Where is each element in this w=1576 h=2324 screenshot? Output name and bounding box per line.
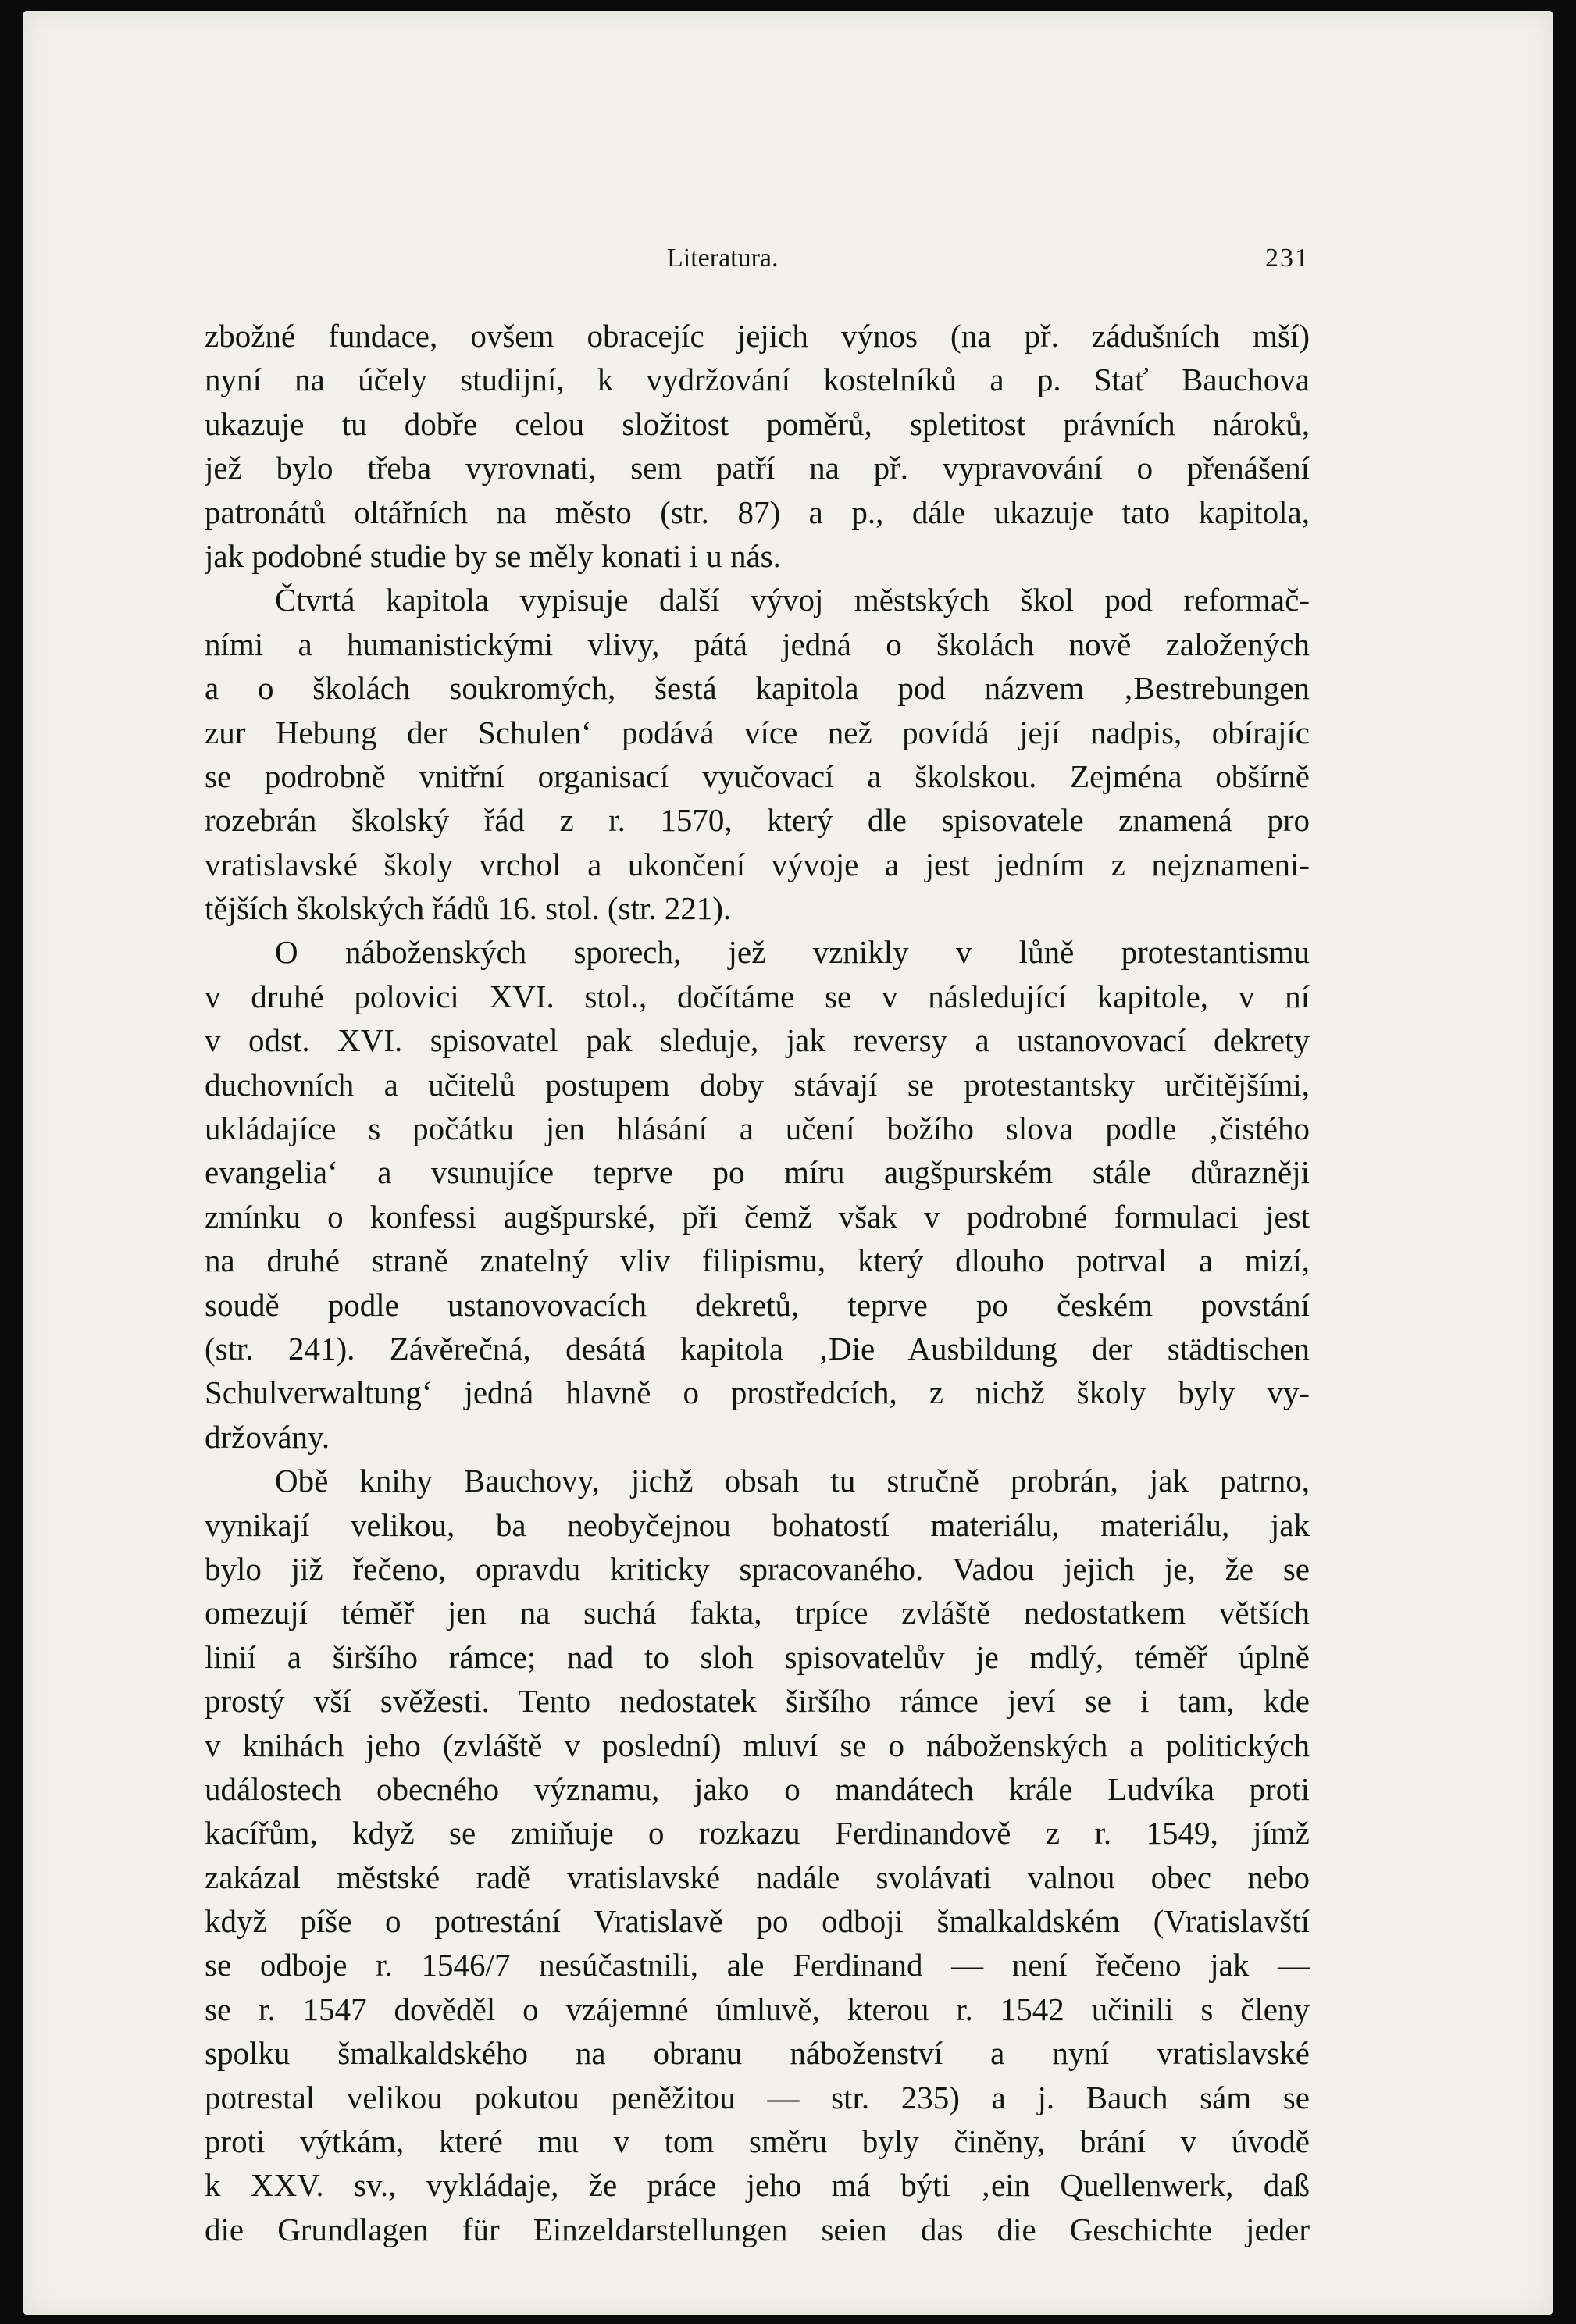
text-line: se r. 1547 dověděl o vzájemné úmluvě, kterou r. 1542 učinili s členy bbox=[205, 1991, 1310, 2027]
paragraph-2 bbox=[205, 578, 1310, 930]
text-line: ními a humanistickými vlivy, pátá jedná o školách nově založených bbox=[205, 626, 1310, 662]
text-line: duchovních a učitelů postupem doby stávají se protestantsky určitějšími, bbox=[205, 1066, 1310, 1103]
text-line: omezují téměř jen na suchá fakta, trpíce zvláště nedostatkem větších bbox=[205, 1595, 1310, 1631]
text-line: (str. 241). Závěrečná, desátá kapitola ‚Die Ausbildung der städtischen bbox=[205, 1330, 1310, 1367]
text-line: nyní na účely studijní, k vydržování kostelníků a p. Stať Bauchova bbox=[205, 362, 1310, 398]
text-line: zur Hebung der Schulen‘ podává více než povídá její nadpis, obírajíc bbox=[205, 714, 1310, 750]
text-line: Obě knihy Bauchovy, jichž obsah tu stručně probrán, jak patrno, bbox=[275, 1463, 1310, 1499]
text-line: na druhé straně znatelný vliv filipismu, který dlouho potrval a mizí, bbox=[205, 1242, 1310, 1279]
text-line: tějších školských řádů 16. stol. (str. 221). bbox=[205, 890, 732, 927]
text-line: když píše o potrestání Vratislavě po odboji šmalkaldském (Vratislavští bbox=[205, 1903, 1310, 1940]
text-line: evangelia‘ a vsunujíce teprve po míru augšpurském stále důrazněji bbox=[205, 1154, 1310, 1191]
text-line: jak podobné studie by se měly konati i u nás. bbox=[205, 537, 781, 574]
text-line: patronátů oltářních na město (str. 87) a p., dále ukazuje tato kapitola, bbox=[205, 494, 1310, 530]
text-line: linií a širšího rámce; nad to sloh spisovatelův je mdlý, téměř úplně bbox=[205, 1638, 1310, 1675]
text-line: bylo již řečeno, opravdu kriticky spracovaného. Vadou jejich je, že se bbox=[205, 1550, 1310, 1587]
text-line: ukládajíce s počátku jen hlásání a učení božího slova podle ‚čistého bbox=[205, 1110, 1310, 1147]
text-line: die Grundlagen für Einzeldarstellungen seien das die Geschichte jeder bbox=[205, 2211, 1310, 2247]
text-line: k XXV. sv., vykládaje, že práce jeho má býti ‚ein Quellenwerk, daß bbox=[205, 2167, 1310, 2204]
paragraph-1 bbox=[205, 314, 1310, 578]
text-line: v odst. XVI. spisovatel pak sleduje, jak reversy a ustanovovací dekrety bbox=[205, 1022, 1310, 1059]
paragraph-4 bbox=[205, 1459, 1310, 2251]
text-line: spolku šmalkaldského na obranu náboženství a nyní vratislavské bbox=[205, 2035, 1310, 2072]
text-line: O náboženských sporech, jež vznikly v lůně protestantismu bbox=[275, 934, 1310, 971]
text-line: zmínku o konfessi augšpurské, při čemž však v podrobné formulaci jest bbox=[205, 1198, 1310, 1235]
text-line: soudě podle ustanovovacích dekretů, teprve po českém povstání bbox=[205, 1286, 1310, 1323]
text-line: rozebrán školský řád z r. 1570, který dle spisovatele znamená pro bbox=[205, 802, 1310, 839]
text-line: zbožné fundace, ovšem obracejíc jejich výnos (na př. zádušních mší) bbox=[205, 318, 1310, 354]
text-line: kacířům, když se zmiňuje o rozkazu Ferdinandově z r. 1549, jímž bbox=[205, 1815, 1310, 1852]
text-line: Schulverwaltung‘ jedná hlavně o prostředcích, z nichž školy byly vy- bbox=[205, 1374, 1310, 1411]
text-line: událostech obecného významu, jako o mandátech krále Ludvíka proti bbox=[205, 1770, 1310, 1807]
text-line: Čtvrtá kapitola vypisuje další vývoj městských škol pod reformač- bbox=[275, 582, 1310, 618]
text-line: proti výtkám, které mu v tom směru byly činěny, brání v úvodě bbox=[205, 2123, 1310, 2160]
text-line: v knihách jeho (zvláště v poslední) mluví se o náboženských a politických bbox=[205, 1727, 1310, 1763]
text-line: prostý vší svěžesti. Tento nedostatek širšího rámce jeví se i tam, kde bbox=[205, 1683, 1310, 1720]
text-line: vratislavské školy vrchol a ukončení vývoje a jest jedním z nejznameni- bbox=[205, 846, 1310, 882]
text-line: ukazuje tu dobře celou složitost poměrů, spletitost právních nároků, bbox=[205, 405, 1310, 442]
text-line: zakázal městské radě vratislavské nadále svolávati valnou obec nebo bbox=[205, 1859, 1310, 1895]
text-line: v druhé polovici XVI. stol., dočítáme se v následující kapitole, v ní bbox=[205, 978, 1310, 1014]
page-header bbox=[205, 244, 1310, 287]
body-text bbox=[205, 314, 1310, 2251]
text-line: a o školách soukromých, šestá kapitola pod názvem ‚Bestrebungen bbox=[205, 670, 1310, 707]
text-line: se podrobně vnitřní organisací vyučovací a školskou. Zejména obšírně bbox=[205, 757, 1310, 794]
text-line: se odboje r. 1546/7 nesúčastnili, ale Ferdinand — není řečeno jak — bbox=[205, 1947, 1310, 1984]
text-line: vynikají velikou, ba neobyčejnou bohatostí materiálu, materiálu, jak bbox=[205, 1506, 1310, 1543]
text-line: držovány. bbox=[205, 1418, 330, 1455]
running-title: Literatura. bbox=[667, 244, 779, 273]
text-line: potrestal velikou pokutou peněžitou — str. 235) a j. Bauch sám se bbox=[205, 2079, 1310, 2115]
text-line: jež bylo třeba vyrovnati, sem patří na př. vypravování o přenášení bbox=[205, 450, 1310, 487]
book-page bbox=[23, 11, 1553, 2315]
page-number: 231 bbox=[1265, 244, 1310, 273]
paragraph-3 bbox=[205, 930, 1310, 1459]
